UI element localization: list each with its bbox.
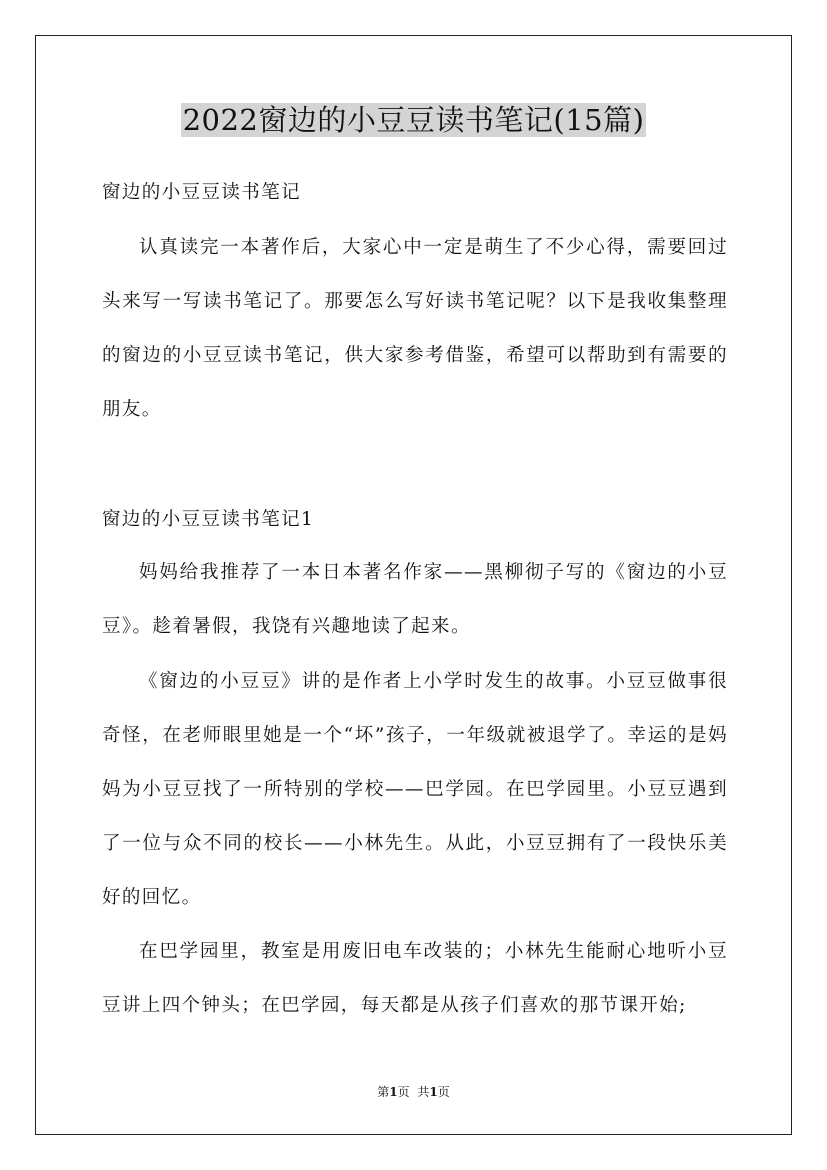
footer-page-suffix: 页 [397,1085,410,1099]
note-1-paragraph-3: 在巴学园里，教室是用废旧电车改装的；小林先生能耐心地听小豆豆讲上四个钟头；在巴学园，每天都是从孩子们喜欢的那节课开始; [102,941,728,1016]
footer-page-number: 1 [389,1085,398,1099]
note-1-paragraph-1: 妈妈给我推荐了一本日本著名作家——黑柳彻子写的《窗边的小豆豆》。趁着暑假，我饶有兴趣地读了起来。 [102,562,728,637]
footer-page-prefix: 第 [377,1085,390,1099]
document-title [0,100,827,140]
footer-total-pages: 1 [429,1085,438,1099]
note-1-heading: 窗边的小豆豆读书笔记1 [102,509,315,530]
section-heading: 窗边的小豆豆读书笔记 [102,182,302,203]
note-1-paragraph-2: 《窗边的小豆豆》讲的是作者上小学时发生的故事。小豆豆做事很奇怪，在老师眼里她是一个“坏”孩子，一年级就被退学了。幸运的是妈妈为小豆豆找了一所特别的学校——巴学园。在巴学园里。小豆豆遇到了一位与众不同的校长——小林先生。从此，小豆豆拥有了一段快乐美好的回忆。 [102,671,728,908]
footer-total-prefix: 共 [417,1085,430,1099]
intro-paragraph: 认真读完一本著作后，大家心中一定是萌生了不少心得，需要回过头来写一写读书笔记了。那要怎么写好读书笔记呢？以下是我收集整理的窗边的小豆豆读书笔记，供大家参考借鉴，希望可以帮助到有需要的朋友。 [102,237,728,420]
document-title-text: 2022窗边的小豆豆读书笔记(15篇) [182,103,645,137]
page-footer [0,1084,827,1100]
footer-total-suffix: 页 [437,1085,450,1099]
